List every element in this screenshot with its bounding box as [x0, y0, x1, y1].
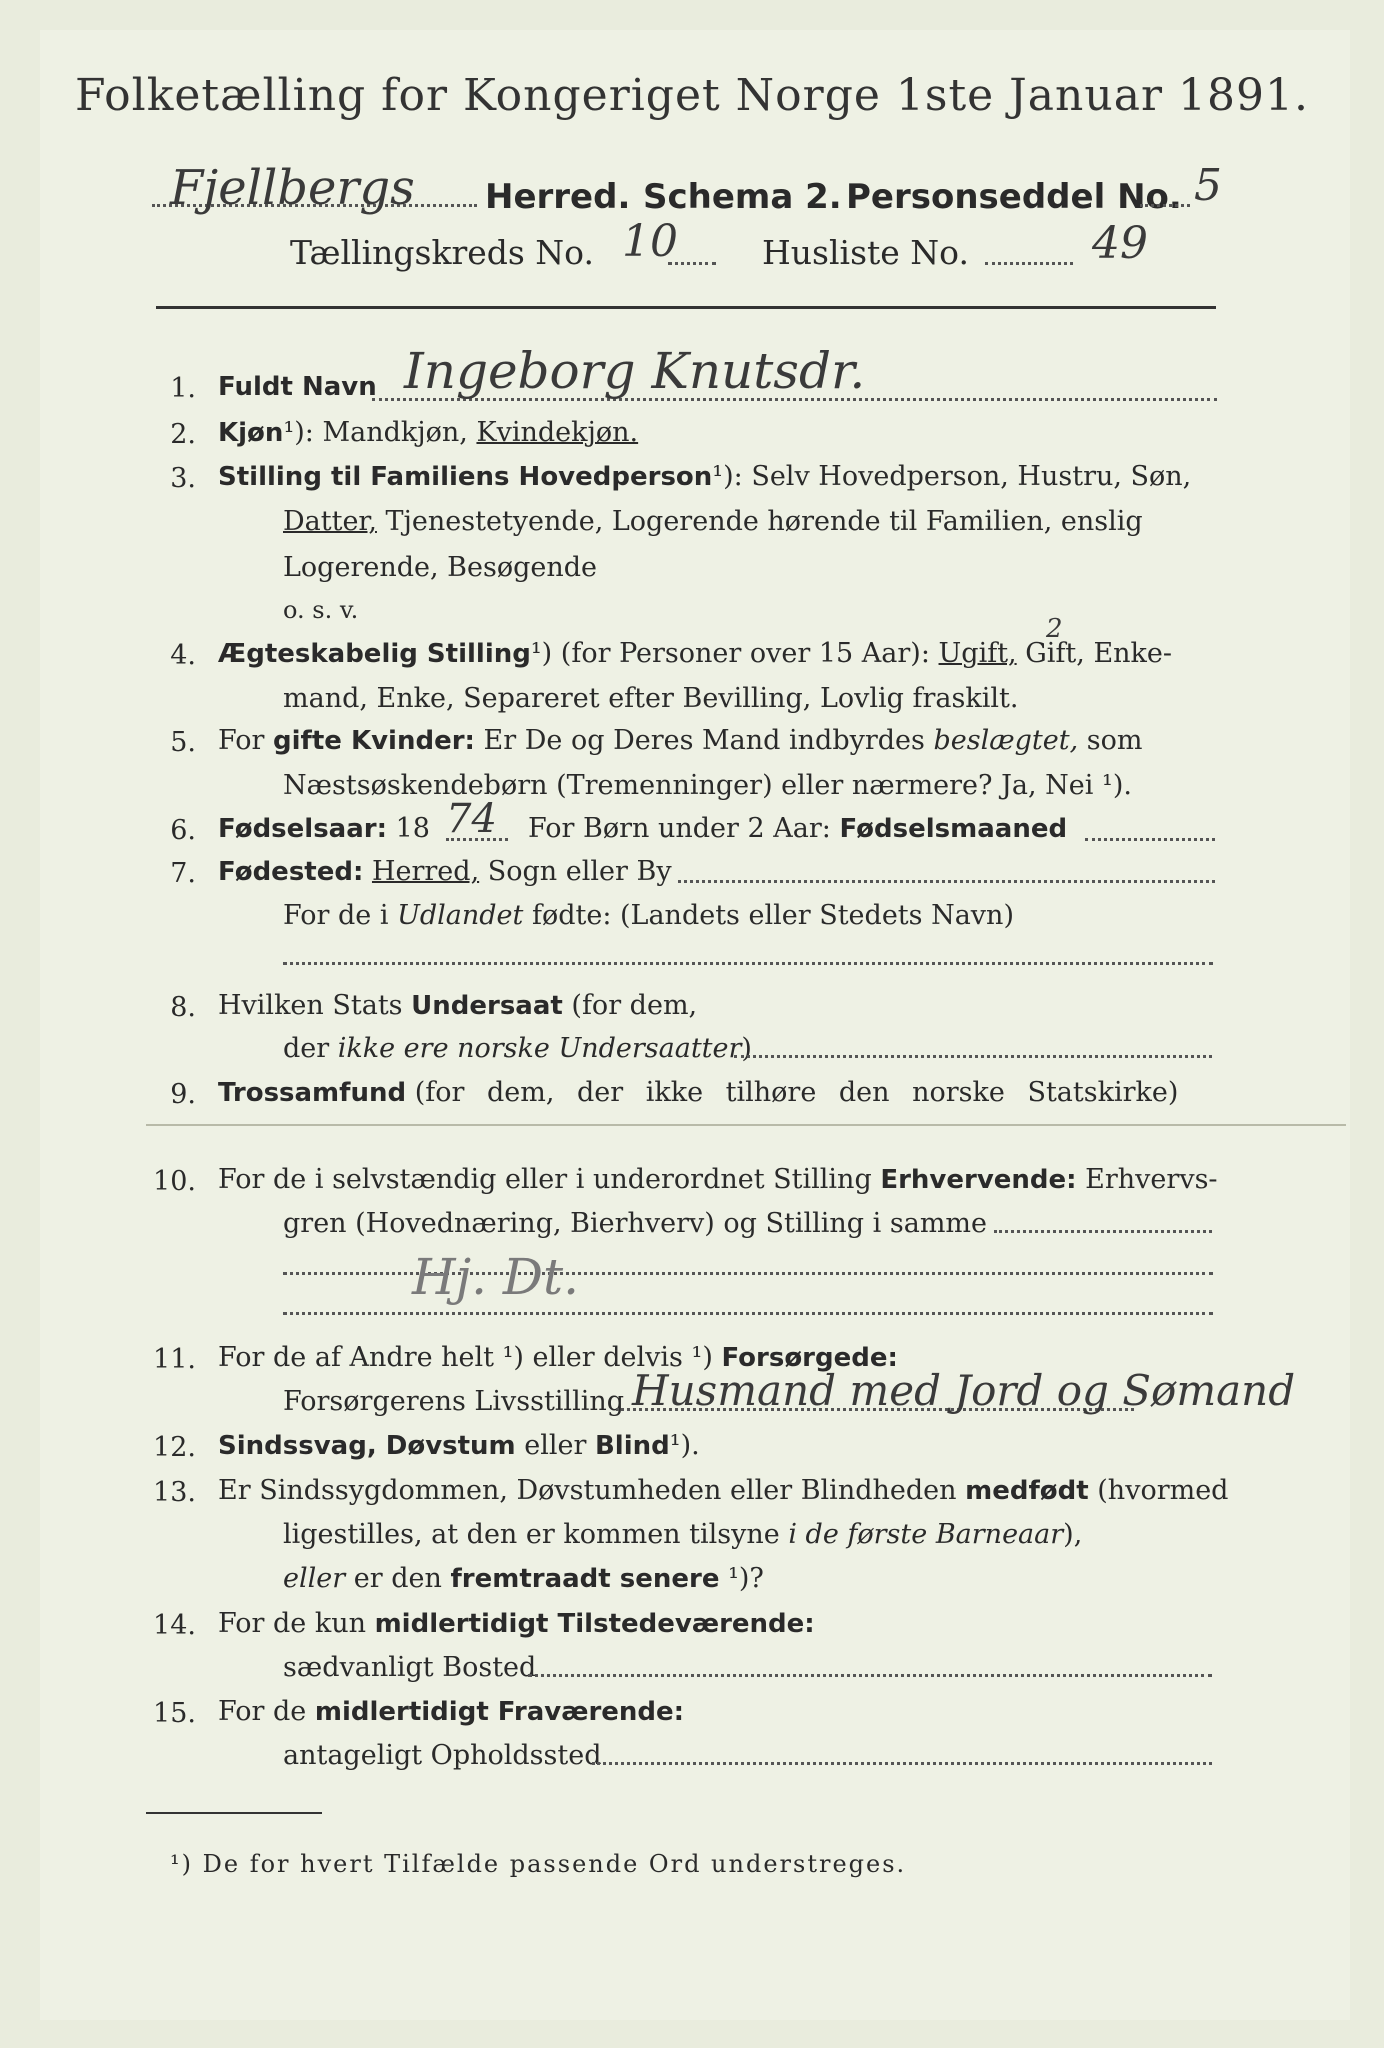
- q13-label: medfødt: [965, 1476, 1089, 1506]
- item-number: 8.: [170, 992, 196, 1023]
- footnote: ¹) De for hvert Tilfælde passende Ord understreges.: [170, 1850, 907, 1878]
- q8-text-4: ): [741, 1033, 752, 1064]
- item-number: 6.: [170, 815, 196, 846]
- personseddel-label: Personseddel No.: [846, 177, 1182, 217]
- q14-label: midlertidigt Tilstedeværende:: [374, 1609, 815, 1639]
- q12-text-2: ¹).: [669, 1430, 700, 1461]
- q15-text: For de: [218, 1696, 307, 1727]
- schema-label: Schema 2.: [643, 177, 842, 217]
- q4-text-3: mand, Enke, Separeret efter Bevilling, Lovlig fraskilt.: [283, 683, 1019, 714]
- q7-text-2: For de i: [283, 900, 389, 931]
- q6-value: 74: [446, 796, 497, 842]
- q9-text: (for dem, der ikke tilhøre den norske Statskirke): [414, 1077, 1179, 1108]
- q13-text-5: er den: [353, 1563, 442, 1594]
- q15-text-2: antageligt Opholdssted: [283, 1740, 602, 1771]
- q4-label: Ægteskabelig Stilling: [218, 639, 531, 669]
- kreds-label: Tællingskreds No.: [290, 233, 594, 272]
- personseddel-dotted-line: [1140, 204, 1190, 207]
- item-number: 7.: [170, 858, 196, 889]
- q13-text-4: ),: [1063, 1519, 1083, 1550]
- q11-text-2: helt ¹) eller delvis ¹): [441, 1342, 713, 1373]
- item-number: 3.: [170, 463, 196, 494]
- header-rule: [156, 306, 1216, 309]
- q6-label-2: Fødselsmaaned: [839, 814, 1068, 844]
- herred-value: Fjellbergs: [170, 160, 415, 216]
- q7-underlined: Herred,: [371, 856, 480, 887]
- q13-italic: i de første Barneaar: [788, 1519, 1064, 1550]
- q1-label: Fuldt Navn: [218, 372, 377, 402]
- q6-dotted-line: [446, 838, 508, 841]
- q10-text: For de i selvstændig eller i underordnet Stilling: [218, 1164, 872, 1195]
- q8-label: Undersaat: [411, 991, 563, 1021]
- q5-label: gifte Kvinder:: [273, 726, 475, 756]
- q10-text-2: Erhvervs-: [1085, 1164, 1218, 1195]
- q15-dotted-line: [592, 1762, 1212, 1765]
- q13-text: Er Sindssygdommen, Døvstumheden eller Blindheden: [218, 1475, 957, 1506]
- q13-text-2: (hvormed: [1097, 1475, 1229, 1506]
- q15-label: midlertidigt Fraværende:: [314, 1697, 685, 1727]
- item-number: 1.: [170, 373, 196, 404]
- q2-label: Kjøn: [218, 418, 284, 448]
- q8-text-2: (for dem,: [571, 990, 698, 1021]
- q5-text-2: Er De og Deres Mand indbyrdes: [483, 725, 925, 756]
- q5-text-4: Næstsøskendebørn (Tremenninger) eller nærmere? Ja, Nei ¹).: [283, 770, 1132, 801]
- q3-text-4: o. s. v.: [283, 596, 359, 624]
- q11-value: Husmand med Jord og Sømand: [632, 1366, 1296, 1415]
- q5-text-3: som: [1086, 725, 1143, 756]
- item-number: 13.: [153, 1477, 196, 1508]
- q7-text: Sogn eller By: [487, 856, 672, 887]
- q5-italic: beslægtet,: [933, 725, 1079, 756]
- q8-text-3: der: [283, 1033, 330, 1064]
- q11-text: For de af Andre: [218, 1342, 433, 1373]
- q14-text-2: sædvanligt Bosted: [283, 1652, 537, 1683]
- item-number: 12.: [153, 1432, 196, 1463]
- q14-dotted-line: [528, 1674, 1212, 1677]
- q3-label: Stilling til Familiens Hovedperson: [218, 462, 713, 492]
- q3-text: ¹): Selv Hovedperson, Hustru, Søn,: [712, 461, 1192, 492]
- herred-label: Herred.: [485, 177, 631, 217]
- q5-text: For: [218, 725, 265, 756]
- kreds-dotted-line: [668, 262, 716, 265]
- footnote-rule: [146, 1812, 322, 1814]
- q10-text-3: gren (Hovednæring, Bierhverv) og Stilling i samme: [283, 1208, 988, 1239]
- q9-label: Trossamfund: [218, 1078, 407, 1108]
- q1-value: Ingeborg Knutsdr.: [404, 342, 866, 400]
- kreds-value: 10: [622, 216, 678, 267]
- q13-text-6: ¹)?: [728, 1563, 764, 1594]
- q8-text: Hvilken Stats: [218, 990, 403, 1021]
- q7-italic: Udlandet: [397, 900, 524, 931]
- q10-label: Erhvervende:: [880, 1165, 1077, 1195]
- item-number: 2.: [170, 419, 196, 450]
- husliste-label: Husliste No.: [762, 233, 969, 272]
- q4-text-2: Gift, Enke-: [1025, 638, 1173, 669]
- q3-text-3: Logerende, Besøgende: [283, 552, 597, 583]
- q4-text: ¹) (for Personer over 15 Aar):: [530, 638, 930, 669]
- q7-label: Fødested:: [218, 857, 364, 887]
- q6-dotted-line-2: [1085, 838, 1215, 841]
- q7-dotted-line: [678, 880, 1215, 883]
- item-number: 14.: [153, 1610, 196, 1641]
- q2-underlined: Kvindekjøn.: [476, 417, 639, 448]
- personseddel-value: 5: [1194, 160, 1222, 211]
- item-number: 5.: [170, 727, 196, 758]
- q10-dotted-line-3: [283, 1312, 1213, 1315]
- item-number: 9.: [170, 1079, 196, 1110]
- item-number: 15.: [153, 1698, 196, 1729]
- q6-text: For Børn under 2 Aar:: [528, 813, 831, 844]
- q10-value: Hj. Dt.: [412, 1248, 579, 1306]
- q7-text-3: fødte: (Landets eller Stedets Navn): [531, 900, 1014, 931]
- q12-text: eller: [524, 1430, 587, 1461]
- husliste-value: 49: [1092, 218, 1148, 269]
- q10-dotted-line: [994, 1230, 1212, 1233]
- item-number: 4.: [170, 640, 196, 671]
- q6-prefix: 18: [395, 813, 430, 844]
- q7-dotted-line-2: [283, 962, 1213, 965]
- q12-label-2: Blind: [594, 1431, 670, 1461]
- section-divider: [146, 1124, 1346, 1126]
- q4-mark: 2: [1046, 614, 1063, 644]
- q2-text: ¹): Mandkjøn,: [283, 417, 468, 448]
- q11-label: Forsørgede:: [721, 1343, 898, 1373]
- q8-dotted-line: [734, 1055, 1212, 1058]
- q12-label: Sindssvag, Døvstum: [218, 1431, 516, 1461]
- q13-label-2: fremtraadt senere: [450, 1564, 720, 1594]
- husliste-dotted-line: [985, 262, 1073, 265]
- q3-text-2: Tjenestetyende, Logerende hørende til Familien, enslig: [385, 506, 1143, 537]
- q13-text-3: ligestilles, at den er kommen tilsyne: [283, 1519, 780, 1550]
- q3-underlined: Datter,: [283, 506, 377, 537]
- q11-text-3: Forsørgerens Livsstilling: [283, 1386, 625, 1417]
- item-number: 10.: [153, 1166, 196, 1197]
- item-number: 11.: [153, 1344, 196, 1375]
- q13-italic-2: eller: [283, 1563, 346, 1594]
- q14-text: For de kun: [218, 1608, 366, 1639]
- form-title: Folketælling for Kongeriget Norge 1ste Januar 1891.: [75, 70, 1309, 121]
- q8-italic: ikke ere norske Undersaatter: [337, 1033, 742, 1064]
- q6-label: Fødselsaar:: [218, 814, 387, 844]
- q4-underlined: Ugift,: [938, 638, 1017, 669]
